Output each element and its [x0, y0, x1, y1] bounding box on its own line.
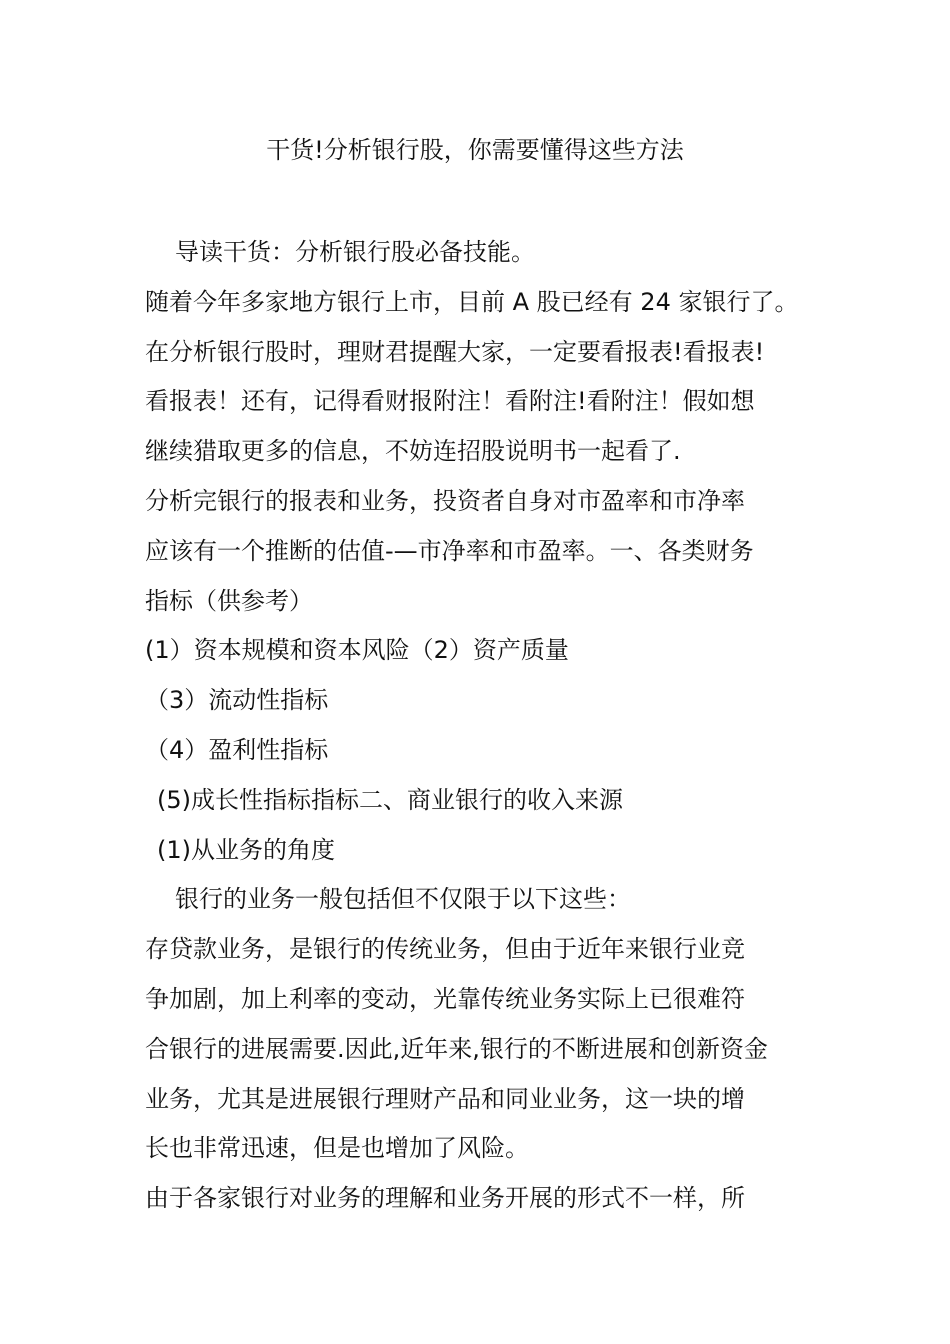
paragraph-line: 继续猎取更多的信息，不妨连招股说明书一起看了.: [145, 437, 681, 466]
paragraph-line: 合银行的进展需要.因此,近年来,银行的不断进展和创新资金: [145, 1034, 768, 1063]
paragraph-line: 争加剧，加上利率的变动，光靠传统业务实际上已很难符: [145, 984, 745, 1013]
paragraph-line: （4）盈利性指标: [145, 735, 329, 764]
document-body: [145, 228, 845, 1224]
paragraph-line: 随着今年多家地方银行上市，目前 A 股已经有 24 家银行了。: [145, 287, 799, 316]
paragraph-line: 存贷款业务，是银行的传统业务，但由于近年来银行业竞: [145, 935, 745, 964]
paragraph-line: 导读干货：分析银行股必备技能。: [175, 238, 535, 266]
paragraph-line: 业务，尤其是进展银行理财产品和同业业务，这一块的增: [145, 1084, 745, 1113]
paragraph-line: 由于各家银行对业务的理解和业务开展的形式不一样，所: [145, 1184, 745, 1213]
paragraph-line: 分析完银行的报表和业务，投资者自身对市盈率和市净率: [145, 486, 745, 515]
paragraph-line: (1)从业务的角度: [157, 835, 335, 864]
paragraph-line: 在分析银行股时，理财君提醒大家，一定要看报表!看报表!: [145, 337, 765, 366]
paragraph-line: 看报表！还有，记得看财报附注！看附注!看附注！假如想: [145, 387, 755, 416]
paragraph-line: （3）流动性指标: [145, 686, 329, 715]
paragraph-line: 长也非常迅速，但是也增加了风险。: [145, 1134, 529, 1163]
paragraph-line: 应该有一个推断的估值-—市净率和市盈率。一、各类财务: [145, 536, 754, 565]
paragraph-line: 银行的业务一般包括但不仅限于以下这些：: [175, 885, 631, 914]
document-title: 干货!分析银行股，你需要懂得这些方法: [266, 136, 684, 164]
paragraph-line: (5)成长性指标指标二、商业银行的收入来源: [157, 785, 623, 814]
paragraph-line: (1）资本规模和资本风险（2）资产质量: [145, 636, 569, 665]
paragraph-line: 指标（供参考）: [145, 586, 313, 615]
